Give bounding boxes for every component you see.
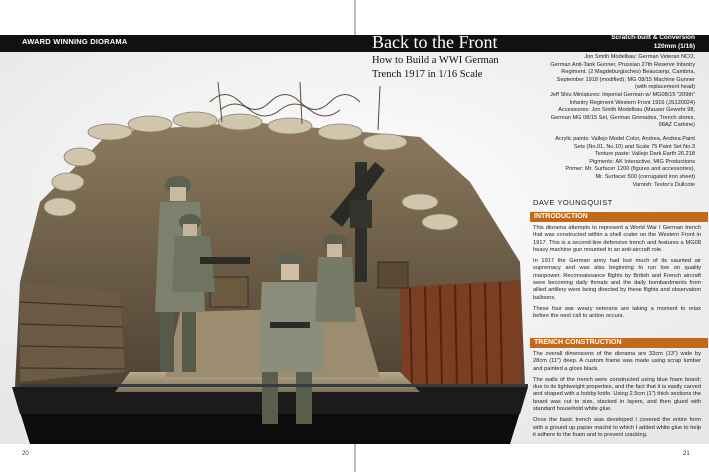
build-info <box>611 34 695 51</box>
build-scale: 120mm (1/16) <box>653 42 695 50</box>
author-byline: DAVE YOUNGQUIST <box>533 198 613 207</box>
article-title: Back to the Front <box>372 32 498 52</box>
introduction-body <box>533 225 701 325</box>
article-subtitle: How to Build a WWI German Trench 1917 in 1/16 Scale <box>372 55 499 80</box>
paragraph: These four war weary veterans are taking a moment to relax before the next call to action occurs. <box>533 305 701 320</box>
page-number-right: 21 <box>683 451 690 457</box>
section-tag: AWARD WINNING DIORAMA <box>22 37 128 46</box>
paragraph: In 1917 the German army had lost much of its vaunted air supremacy and was also beginning to run low on quality manpower. Reconnaissance flights by British and French aircraft were becoming daily threats and the daily bombardments from allied artillery were being directed by these flights and observation balloons. <box>533 258 701 301</box>
paragraph: The overall dimensions of the diorama are 33cm (13") wide by 28cm (11") deep. A custom frame was made using scrap lumber and painted a gloss black. <box>533 351 701 372</box>
paragraph: Once the basic trench was developed I covered the entire form with a ground up papier maché to which I added white glue to help it adhere to the foam and to prevent cracking. <box>533 417 701 438</box>
section-heading-introduction: INTRODUCTION <box>530 212 708 222</box>
build-type: Scratch-built & Conversion <box>611 34 695 41</box>
section-heading-trench-construction: TRENCH CONSTRUCTION <box>530 338 708 348</box>
trench-construction-body <box>533 351 701 443</box>
paragraph: The walls of the trench were constructed using blue foam board; due to its lightweight properties, and the fact that it is easily carved and shaped with a hobby knife. Using 2.5cm (1") thick sections the board was cut to size, stacked in layers, and then glued with standard household white glue. <box>533 376 701 413</box>
page-number-left: 20 <box>22 451 29 457</box>
materials-credits: Acrylic paints: Vallejo Model Color, Andrea, Andrea Paint Sets (No.01, No.10) and Scale 75 Paint Set No.3 Texture paste: Vallejo Dark Earth 26.218 Pigments: AK Interactive, MIG Productions Primer: Mr. Surfacer 1200 (figures and accessories), Mr. Surfacer 500 (corrugated iron sheet) Varnish: Testor's Dullcote <box>555 136 695 188</box>
figures-credits: Jon Smith Modelbau: German Veteran NCO, German Anti-Tank Gunner, Prussian 27th Reserve Infantry Regiment. (2 Magdeburgisches) Beaucamp, Cambria, September 1918 (modified); MG 08/15 Machine Gunner (with replacement head) Jeff Shiu Miniatures: Imperial German w/ MG08/15 "209th" Infantry Regiment Western Front 1916 (JS120024) Accessories: Jon Smith Modelbau (Mauser Gewehr 98, German MG 08/15 Set, German Grenades, Trench stores, 98AZ Carbine) <box>549 54 695 129</box>
paragraph: This diorama attempts to represent a World War I German trench that was constructed within a shell crater on the Western Front in 1917. This is a second-line defensive trench and features a MG08 heavy machine gun mounted in an anti-aircraft role. <box>533 225 701 253</box>
